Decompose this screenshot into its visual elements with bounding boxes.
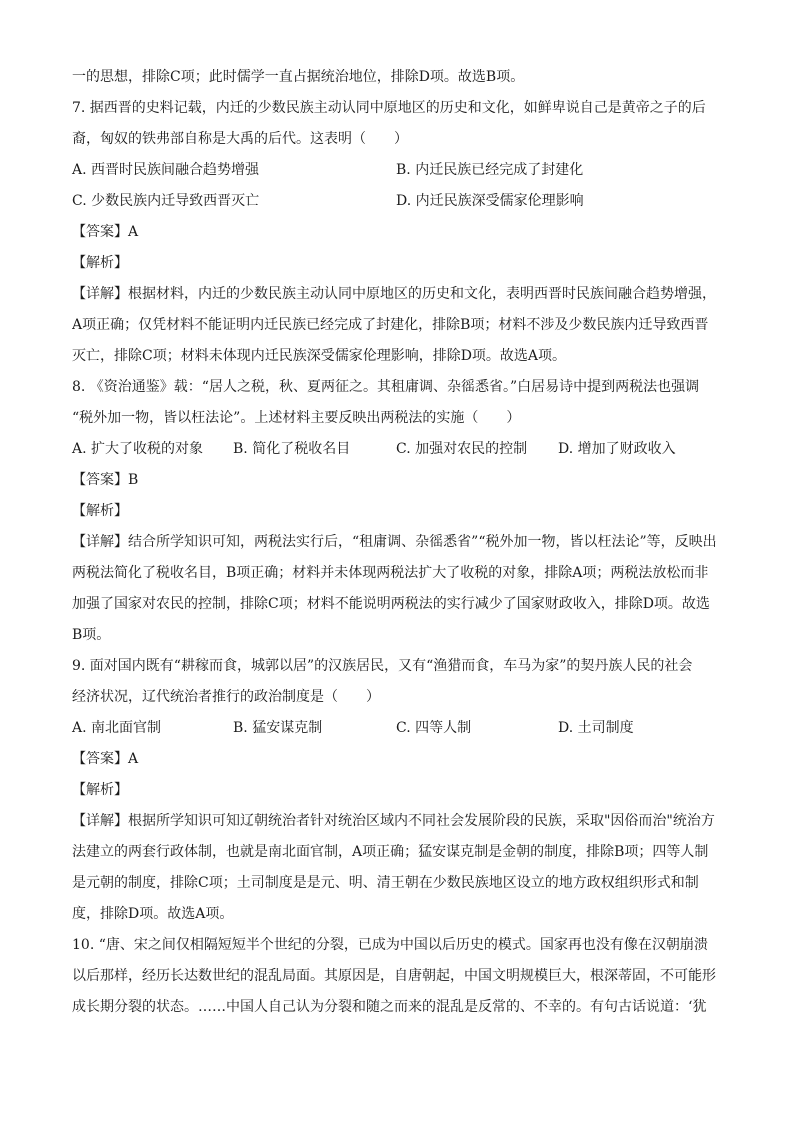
analysis-label: 【解析】 <box>72 782 128 798</box>
answer-label: 【答案】B <box>72 472 139 488</box>
question-10-stem: 以后那样，经历长达数世纪的混乱局面。其原因是，自唐朝起，中国文明规模巨大，根深蒂固，不可能形 <box>72 968 716 984</box>
question-10-stem: 10. “唐、宋之间仅相隔短短半个世纪的分裂，已成为中国以后历史的模式。国家再也没有像在汉朝崩溃 <box>72 937 708 953</box>
option-b: B. 简化了税收名目 <box>233 441 351 457</box>
detail-text: B项。 <box>72 627 111 643</box>
question-7-options-row <box>72 186 724 217</box>
option-d: D. 土司制度 <box>558 720 634 736</box>
option-b: B. 内迁民族已经完成了封建化 <box>396 162 584 178</box>
question-9-options-row <box>72 713 724 744</box>
question-8-stem: 8. 《资治通鉴》载：“居人之税，秋、夏两征之。其租庸调、杂徭悉省。”白居易诗中提到两税法也强调 <box>72 379 700 395</box>
detail-text: 是元朝的制度，排除C项；土司制度是是元、明、清王朝在少数民族地区设立的地方政权组织形式和制 <box>72 875 699 891</box>
option-c: C. 加强对农民的控制 <box>396 441 528 457</box>
detail-text: 法建立的两套行政体制，也就是南北面官制，A项正确；猛安谋克制是金朝的制度，排除B项；四等人制 <box>72 844 709 860</box>
question-7-stem: 7. 据西晋的史料记载，内迁的少数民族主动认同中原地区的历史和文化，如鲜卑说自己是黄帝之子的后 <box>72 100 706 116</box>
text-line: 一的思想，排除C项；此时儒学一直占据统治地位，排除D项。故选B项。 <box>72 69 525 85</box>
analysis-label: 【解析】 <box>72 503 128 519</box>
option-c: C. 四等人制 <box>396 720 472 736</box>
detail-text: A项正确；仅凭材料不能证明内迁民族已经完成了封建化，排除B项；材料不涉及少数民族内迁导致西晋 <box>72 317 709 333</box>
detail-text: 灭亡，排除C项；材料未体现内迁民族深受儒家伦理影响，排除D项。故选A项。 <box>72 348 567 364</box>
question-9-stem: 9. 面对国内既有“耕稼而食，城郭以居”的汉族居民，又有“渔猎而食，车马为家”的契丹族人民的社会 <box>72 658 693 674</box>
question-8-options-row <box>72 434 724 465</box>
analysis-label: 【解析】 <box>72 255 128 271</box>
detail-text: 度，排除D项。故选A项。 <box>72 906 234 922</box>
question-9-stem: 经济状况，辽代统治者推行的政治制度是（ ） <box>72 689 380 705</box>
option-a: A. 扩大了收税的对象 <box>72 441 204 457</box>
option-b: B. 猛安谋克制 <box>233 720 323 736</box>
option-d: D. 增加了财政收入 <box>558 441 676 457</box>
option-a: A. 西晋时民族间融合趋势增强 <box>72 162 260 178</box>
answer-label: 【答案】A <box>72 751 139 767</box>
option-a: A. 南北面官制 <box>72 720 162 736</box>
question-7-options-row <box>72 155 724 186</box>
detail-text: 两税法简化了税收名目，B项正确；材料并未体现两税法扩大了收税的对象，排除A项；两税法放松而非 <box>72 565 709 581</box>
answer-label: 【答案】A <box>72 224 139 240</box>
option-d: D. 内迁民族深受儒家伦理影响 <box>396 193 584 209</box>
question-8-stem: “税外加一物，皆以枉法论”。上述材料主要反映出两税法的实施（ ） <box>72 410 521 426</box>
document-page <box>72 62 724 1023</box>
option-c: C. 少数民族内迁导致西晋灭亡 <box>72 193 260 209</box>
question-7-stem: 裔，匈奴的铁弗部自称是大禹的后代。这表明（ ） <box>72 131 408 147</box>
detail-text: 【详解】根据材料，内迁的少数民族主动认同中原地区的历史和文化，表明西晋时民族间融合趋势增强， <box>72 286 716 302</box>
detail-text: 【详解】根据所学知识可知辽朝统治者针对统治区域内不同社会发展阶段的民族，采取"因俗而治"统治方 <box>72 813 715 829</box>
detail-text: 加强了国家对农民的控制，排除C项；材料不能说明两税法的实行减少了国家财政收入，排除D项。故选 <box>72 596 710 612</box>
detail-text: 【详解】结合所学知识可知，两税法实行后，“租庸调、杂徭悉省”“税外加一物，皆以枉法论”等，反映出 <box>72 534 717 550</box>
question-10-stem: 成长期分裂的状态。……中国人自己认为分裂和随之而来的混乱是反常的、不幸的。有句古话说道：‘犹 <box>72 999 707 1015</box>
